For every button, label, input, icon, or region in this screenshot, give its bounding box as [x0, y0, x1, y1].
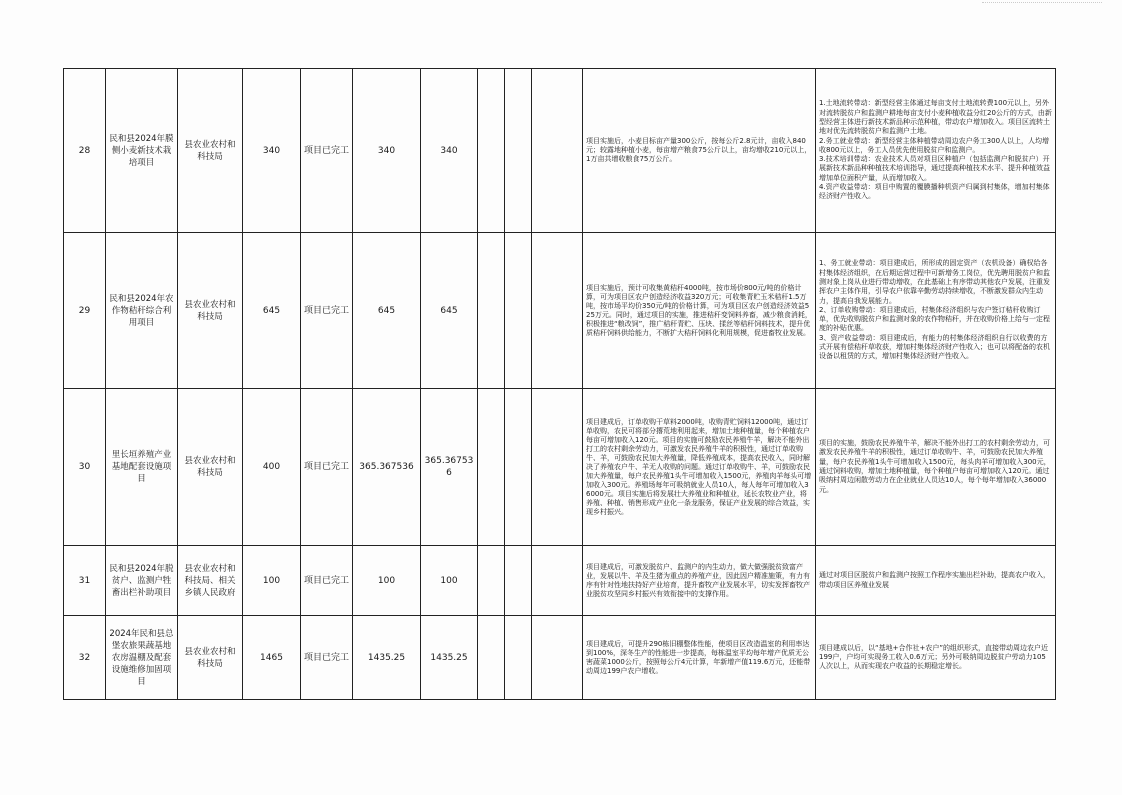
- responsible-unit: 县农业农村和科技局: [178, 69, 243, 233]
- responsible-unit: 县农业农村和科技局、相关乡镇人民政府: [178, 546, 243, 616]
- row-number: 31: [64, 546, 106, 616]
- empty-cell: [532, 69, 583, 233]
- empty-cell: [505, 233, 532, 389]
- table-row: [64, 233, 1056, 389]
- linkage-mechanism: 项目的实施，鼓励农民养殖牛羊，解决不能外出打工的农村剩余劳动力，可激发农民养殖牛羊的积极性，通过订单收购牛、羊，可鼓励农民加大养殖量，每户农民养殖1头牛可增加收入1500元，每头肉羊可增加收入300元，通过饲料收购，增加土地种植量，每个种植户每亩可增加收入120元。通过吸纳村周边闲散劳动力在企业就业人员达10人，每个每年增加收入36000元。: [816, 389, 1056, 546]
- benefit-description: 项目建成后，可激发脱贫户、监测户的内生动力，做大做强脱贫致富产业，发展以牛、羊及生猪为重点的养殖产业，因此因户精准施策，有力有序有针对性地扶持好产业培育，提升畜牧产业发展水平，切实发挥畜牧产业脱贫攻坚同乡村振兴有效衔接中的支撑作用。: [583, 546, 816, 616]
- empty-cell: [505, 69, 532, 233]
- scan-artifact: [982, 2, 1102, 7]
- project-name: 2024年民和县总堡农旅果蔬基地农房温棚及配套设施维修加固项目: [106, 616, 178, 700]
- paid-funds: 340: [421, 69, 478, 233]
- empty-cell: [532, 389, 583, 546]
- planned-funds: 1465: [243, 616, 301, 700]
- benefit-description: 项目实施后，小麦目标亩产量300公斤，按每公斤2.8元计，亩收入840元；较露地种植小麦，每亩增产粮食75公斤以上，亩均增收210元以上，1万亩共增收粮食75万公斤。: [583, 69, 816, 233]
- completed-funds: 1435.25: [353, 616, 421, 700]
- planned-funds: 645: [243, 233, 301, 389]
- benefit-description: 项目实施后，预计可收集黄秸秆4000吨，按市场价800元/吨的价格计算，可为项目区农户创造经济收益320万元；可收集青贮玉米秸秆1.5万吨，按市场平均价350元/吨的价格计算，可为项目区农户创造经济效益525万元。同时，通过项目的实施，推进秸秆变饲料养畜，减少粮食消耗，积极推进“粮改饲”，推广秸秆青贮、压块、揉丝等秸秆饲料技术，提升优质秸秆饲料供给能力，不断扩大秸秆饲料化利用规模，促进畜牧业发展。: [583, 233, 816, 389]
- empty-cell: [505, 546, 532, 616]
- row-number: 28: [64, 69, 106, 233]
- table-row: [64, 546, 1056, 616]
- row-number: 30: [64, 389, 106, 546]
- empty-cell: [505, 389, 532, 546]
- empty-cell: [532, 546, 583, 616]
- completed-funds: 340: [353, 69, 421, 233]
- paid-funds: 645: [421, 233, 478, 389]
- table-row: [64, 389, 1056, 546]
- row-number: 32: [64, 616, 106, 700]
- project-name: 民和县2024年脱贫户、监测户牲畜出栏补助项目: [106, 546, 178, 616]
- linkage-mechanism: 通过对项目区脱贫户和监测户按照工作程序实施出栏补助，提高农户收入，带动项目区养殖业发展: [816, 546, 1056, 616]
- planned-funds: 400: [243, 389, 301, 546]
- linkage-mechanism: 项目建成以后，以“基地+合作社+农户”的组织形式，直接带动周边农户近199户，户均可实现务工收入0.6万元；另外可吸纳周边脱贫户劳动力105人次以上，从而实现农户收益的长期稳定增长。: [816, 616, 1056, 700]
- table-row: [64, 69, 1056, 233]
- completed-funds: 365.367536: [353, 389, 421, 546]
- project-status: 项目已完工: [301, 546, 353, 616]
- planned-funds: 340: [243, 69, 301, 233]
- table-body: [64, 69, 1056, 700]
- project-name: 里长垣养殖产业基地配套设施项目: [106, 389, 178, 546]
- responsible-unit: 县农业农村和科技局: [178, 233, 243, 389]
- paid-funds: 100: [421, 546, 478, 616]
- table-row: [64, 616, 1056, 700]
- completed-funds: 100: [353, 546, 421, 616]
- linkage-mechanism: 1.土地流转带动：新型经营主体通过每亩支付土地流转费100元以上，另外对流转脱贫户和监测户耕地每亩支付小麦种植收益分红20公斤的方式，由新型经营主体进行新技术新品种示范种植，带动农户增加收入。项目区流转土地对优先流转脱贫户和监测户土地。 2.务工就业带动：新型经营主体种植带动周边农户务工300人以上，人均增收800元以上，务工人员优先使用脱贫户和监测户。 3.技术培训带动：农业技术人员对项目区种植户（包括监测户和脱贫户）开展新技术新品种种植技术培训指导，通过提高种植技术水平、提升种植效益增加单位面积产量，从而增加收入。 4.资产收益带动：项目中购置的覆膜播种机资产归属到村集体，增加村集体经济财产性收入。: [816, 69, 1056, 233]
- project-status: 项目已完工: [301, 233, 353, 389]
- project-status: 项目已完工: [301, 69, 353, 233]
- responsible-unit: 县农业农村和科技局: [178, 389, 243, 546]
- paid-funds: 365.367536: [421, 389, 478, 546]
- benefit-description: 项目建成后，订单收购干草料2000吨，收购青贮饲料12000吨，通过订单收购，农民可将部分撂荒地利用起来，增加土地种植量，每个种植农户每亩可增加收入120元。项目的实施可鼓励农民养殖牛羊，解决不能外出打工的农村剩余劳动力，可激发农民养殖牛羊的积极性，通过订单收购牛、羊，可鼓励农民加大养殖量，降低养殖成本，提高农民收入，同时解决了养殖农户牛、羊无人收购的问题。通过订单收购牛、羊，可鼓励农民加大养殖量，每户农民养殖1头牛可增加收入1500元，养殖肉羊每头可增加收入300元。养殖场每年可吸纳就业人员10人，每人每年可增加收入36000元。项目实施后将发展壮大养殖业和种植业，延长农牧业产业，将养殖、种植、销售形成产业化一条龙服务，保证产业发展的综合效益，实现乡村振兴。: [583, 389, 816, 546]
- empty-cell: [478, 546, 505, 616]
- empty-cell: [478, 233, 505, 389]
- responsible-unit: 县农业农村和科技局: [178, 616, 243, 700]
- empty-cell: [532, 616, 583, 700]
- paid-funds: 1435.25: [421, 616, 478, 700]
- empty-cell: [532, 233, 583, 389]
- project-table: [63, 68, 1056, 700]
- empty-cell: [478, 389, 505, 546]
- benefit-description: 项目建成后，可提升290栋旧棚整体性能，使项目区改造温室的利用率达到100%，深冬生产的性能进一步提高，每栋温室平均每年增产优质无公害蔬菜1000公斤，按照每公斤4元计算，年新增产值119.6万元，还能带动周边199户农户增收。: [583, 616, 816, 700]
- linkage-mechanism: 1、务工就业带动：项目建成后，所形成的固定资产（农机设备）确权给各村集体经济组织，在后期运营过程中可新增务工岗位，优先聘用脱贫户和监测对象上岗从业进行带动增收，在此基础上有序带动其他农户发展，注重发挥农户主体作用，引导农户依靠辛勤劳动持续增收，不断激发群众内生动力，提高自我发展能力。 2、订单收购带动：项目建成后，村集体经济组织与农户签订秸秆收购订单，优先收购脱贫户和监测对象的农作物秸秆，并在收购价格上给与一定程度的补贴优惠。 3、资产收益带动：项目建成后，有能力的村集体经济组织自行以收费的方式开展有偿秸秆草收获，增加村集体经济财产性收入；也可以将配备的农机设备以租赁的方式，增加村集体经济财产性收入。: [816, 233, 1056, 389]
- completed-funds: 645: [353, 233, 421, 389]
- empty-cell: [478, 69, 505, 233]
- project-status: 项目已完工: [301, 389, 353, 546]
- planned-funds: 100: [243, 546, 301, 616]
- row-number: 29: [64, 233, 106, 389]
- project-status: 项目已完工: [301, 616, 353, 700]
- project-name: 民和县2024年农作物秸秆综合利用项目: [106, 233, 178, 389]
- empty-cell: [505, 616, 532, 700]
- empty-cell: [478, 616, 505, 700]
- project-name: 民和县2024年膜侧小麦新技术栽培项目: [106, 69, 178, 233]
